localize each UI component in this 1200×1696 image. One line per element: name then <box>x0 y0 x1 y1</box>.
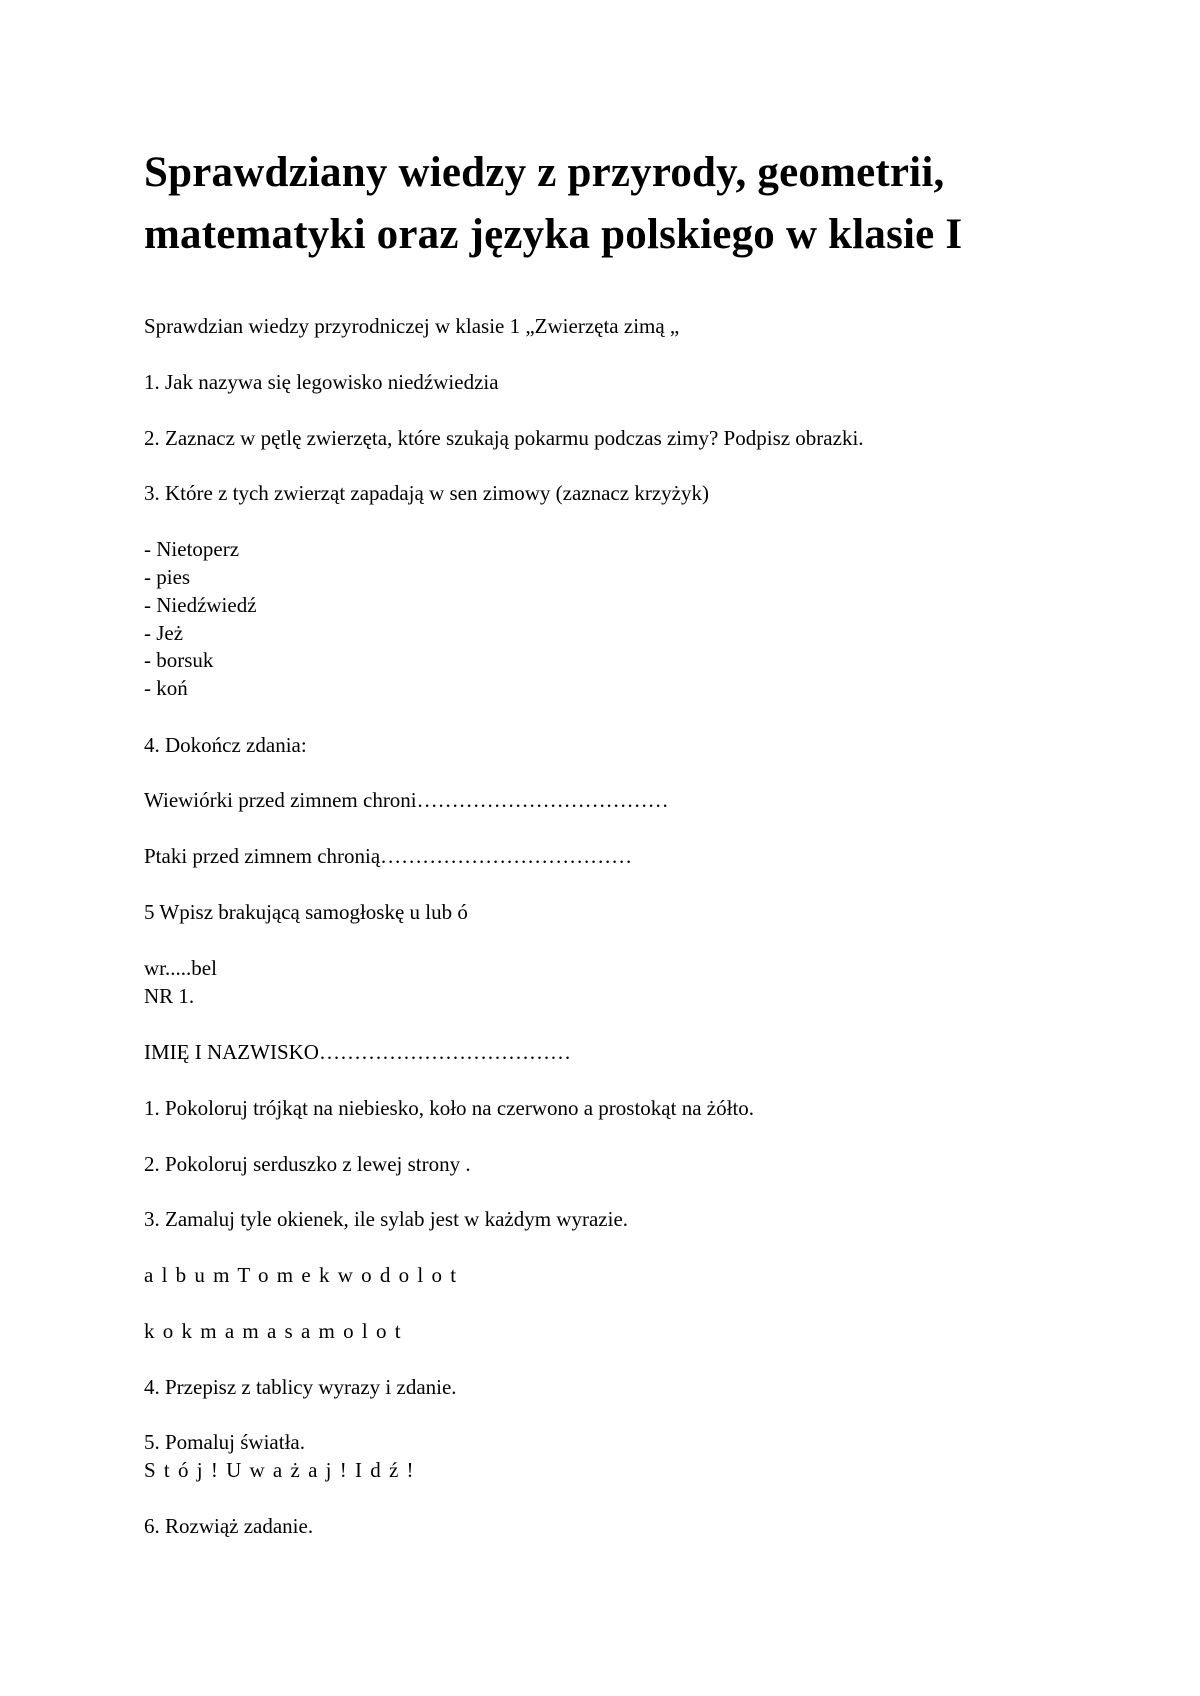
question-1: 1. Jak nazywa się legowisko niedźwiedzia <box>144 370 499 394</box>
list-item-borsuk: - borsuk <box>144 648 214 672</box>
geometry-question-6: 6. Rozwiąż zadanie. <box>144 1514 314 1538</box>
list-item-jez: - Jeż <box>144 621 184 645</box>
syllable-words-row-1: a l b u m T o m e k w o d o l o t <box>144 1263 458 1287</box>
geometry-question-3: 3. Zamaluj tyle okienek, ile sylab jest w każdym wyrazie. <box>144 1207 629 1231</box>
question-2: 2. Zaznacz w pętlę zwierzęta, które szukają pokarmu podczas zimy? Podpisz obrazki. <box>144 426 864 450</box>
sentence-wiewiorki: Wiewiórki przed zimnem chroni……………………………… <box>144 788 669 812</box>
syllable-words-row-2: k o k m a m a s a m o l o t <box>144 1319 403 1343</box>
geometry-question-2: 2. Pokoloruj serduszko z lewej strony . <box>144 1152 471 1176</box>
list-item-pies: - pies <box>144 565 191 589</box>
traffic-light-words: S t ó j ! U w a ż a j ! I d ź ! <box>144 1458 416 1482</box>
document-title: Sprawdziany wiedzy z przyrody, geometrii, matematyki oraz języka polskiego w klasie I <box>144 149 963 258</box>
question-5: 5 Wpisz brakującą samogłoskę u lub ó <box>144 900 468 924</box>
question-4: 4. Dokończ zdania: <box>144 733 307 757</box>
test-heading: Sprawdzian wiedzy przyrodniczej w klasie 1 „Zwierzęta zimą „ <box>144 314 680 338</box>
sentence-ptaki: Ptaki przed zimnem chronią……………………………… <box>144 844 633 868</box>
word-wrubel: wr.....bel <box>144 956 217 980</box>
list-item-niedzwiedz: - Niedźwiedź <box>144 593 257 617</box>
geometry-question-1: 1. Pokoloruj trójkąt na niebiesko, koło na czerwono a prostokąt na żółto. <box>144 1096 755 1120</box>
name-field-label: IMIĘ I NAZWISKO……………………………… <box>144 1040 571 1064</box>
list-item-kon: - koń <box>144 676 188 700</box>
test-number: NR 1. <box>144 984 195 1008</box>
geometry-question-5: 5. Pomaluj światła. <box>144 1430 305 1454</box>
list-item-nietoperz: - Nietoperz <box>144 537 240 561</box>
question-3: 3. Które z tych zwierząt zapadają w sen zimowy (zaznacz krzyżyk) <box>144 481 709 505</box>
geometry-question-4: 4. Przepisz z tablicy wyrazy i zdanie. <box>144 1375 457 1399</box>
